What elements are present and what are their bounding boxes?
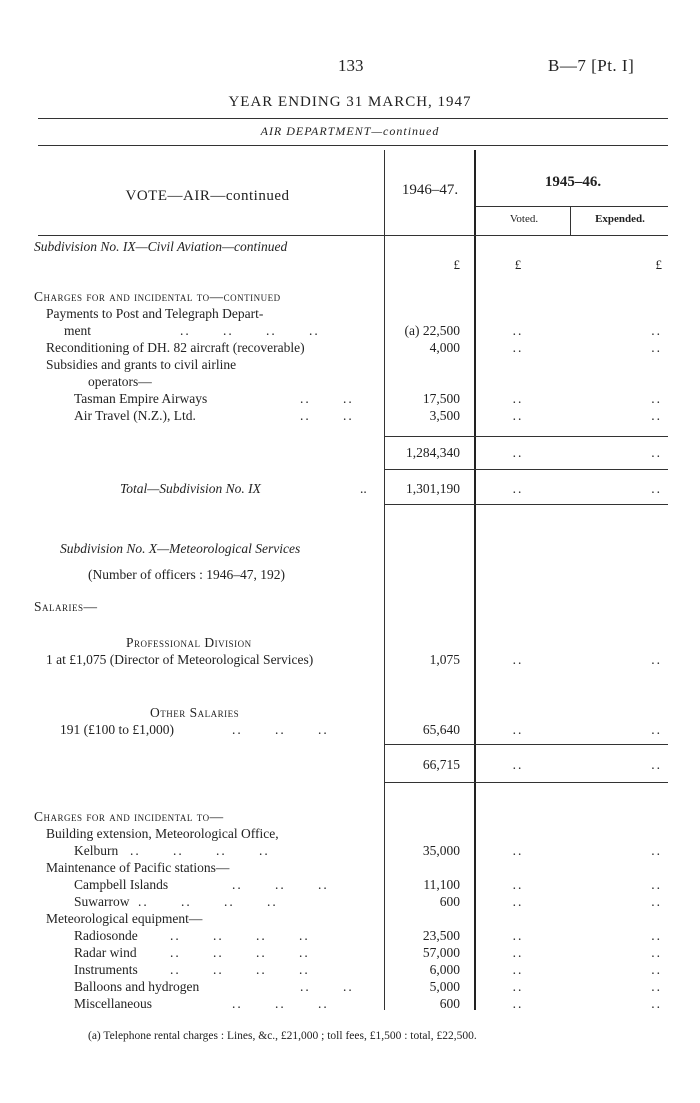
voted-dots: .. bbox=[512, 979, 524, 994]
line-item-label: Maintenance of Pacific stations— bbox=[46, 860, 230, 875]
voted-dots: .. bbox=[512, 894, 524, 909]
leader-dots: .. .. .. bbox=[232, 877, 329, 892]
other-salaries-heading: Other Salaries bbox=[150, 705, 240, 720]
leader-dots: .. .. .. .. bbox=[130, 843, 270, 858]
footnote: (a) Telephone rental charges : Lines, &c., £21,000 ; toll fees, £1,500 : total, £22,500. bbox=[88, 1030, 477, 1042]
total-subdivision-ix-amount: 1,301,190 bbox=[406, 481, 460, 496]
expended-dots: .. bbox=[651, 979, 662, 994]
line-item-label: Tasman Empire Airways bbox=[74, 391, 208, 406]
pound-sign-1946: £ bbox=[453, 257, 460, 272]
column-1945-46: 1945–46. bbox=[544, 174, 602, 190]
voted-dots: .. bbox=[512, 323, 524, 338]
leader-dots: .. .. .. .. bbox=[138, 894, 278, 909]
expended-dots: .. bbox=[651, 843, 662, 858]
expended-dots: .. bbox=[651, 481, 662, 496]
salaries-rule-top bbox=[384, 744, 668, 745]
voted-dots: .. bbox=[512, 877, 524, 892]
total-subdivision-ix-label: Total—Subdivision No. IX bbox=[120, 481, 261, 496]
voted-dots: .. bbox=[512, 843, 524, 858]
line-item-amount: 600 bbox=[439, 894, 460, 909]
subtotal-amount: 1,284,340 bbox=[406, 445, 460, 460]
line-item-amount: 600 bbox=[439, 996, 460, 1011]
expended-dots: .. bbox=[651, 962, 662, 977]
expended-dots: .. bbox=[651, 445, 662, 460]
line-item-amount: 1,075 bbox=[429, 652, 460, 667]
line-item-amount: 4,000 bbox=[429, 340, 460, 355]
expended-dots: .. bbox=[651, 928, 662, 943]
pound-sign-expended: £ bbox=[655, 257, 662, 272]
column-expended: Expended. bbox=[595, 213, 645, 225]
page-number: 133 bbox=[338, 56, 364, 75]
header-rule-top bbox=[38, 118, 668, 119]
professional-division-heading: Professional Division bbox=[126, 635, 252, 650]
line-item-amount: 3,500 bbox=[429, 408, 460, 423]
line-item-label: Building extension, Meteorological Office, bbox=[46, 826, 279, 841]
salaries-rule-bottom bbox=[384, 782, 668, 783]
document-reference: B—7 [Pt. I] bbox=[548, 56, 635, 75]
voted-dots: .. bbox=[512, 928, 524, 943]
expended-dots: .. bbox=[651, 945, 662, 960]
line-item-label: Miscellaneous bbox=[74, 996, 152, 1011]
subdivision-ix-heading: Subdivision No. IX—Civil Aviation—continued bbox=[34, 239, 288, 254]
line-item-amount: 23,500 bbox=[422, 928, 460, 943]
subheader-rule bbox=[476, 206, 668, 207]
total-rule bbox=[384, 504, 668, 505]
line-item-label: Air Travel (N.Z.), Ltd. bbox=[74, 408, 196, 423]
line-item-amount: 11,100 bbox=[423, 877, 460, 892]
expended-dots: .. bbox=[651, 323, 662, 338]
expended-dots: .. bbox=[651, 408, 662, 423]
voted-dots: .. bbox=[512, 340, 524, 355]
expended-dots: .. bbox=[651, 757, 662, 772]
voted-dots: .. bbox=[512, 722, 524, 737]
voted-dots: .. bbox=[512, 652, 524, 667]
subdivision-x-heading: Subdivision No. X—Meteorological Services bbox=[60, 541, 301, 556]
line-item-label: ment bbox=[64, 323, 91, 338]
vote-title: VOTE—AIR—continued bbox=[125, 188, 290, 204]
officers-count: (Number of officers : 1946–47, 192) bbox=[88, 567, 285, 582]
pound-sign-voted: £ bbox=[514, 257, 522, 272]
charges-heading-ix: Charges for and incidental to—continued bbox=[34, 289, 281, 304]
leader-dots: .. .. bbox=[300, 979, 354, 994]
expended-dots: .. bbox=[651, 894, 662, 909]
charges-heading-x: Charges for and incidental to— bbox=[34, 809, 224, 824]
leader-dots: .. .. .. .. bbox=[170, 962, 310, 977]
subtotal-rule-top bbox=[384, 436, 668, 437]
column-divider-2 bbox=[474, 150, 476, 1010]
year-title: YEAR ENDING 31 MARCH, 1947 bbox=[228, 94, 472, 110]
line-item-label: Balloons and hydrogen bbox=[74, 979, 200, 994]
voted-dots: .. bbox=[512, 481, 524, 496]
line-item-label: operators— bbox=[88, 374, 152, 389]
column-1946-47: 1946–47. bbox=[401, 182, 459, 198]
expended-dots: .. bbox=[651, 877, 662, 892]
leader-dots: .. .. bbox=[300, 408, 354, 423]
line-item-label: Suwarrow bbox=[74, 894, 130, 909]
column-divider-3 bbox=[570, 207, 571, 235]
salaries-heading: Salaries— bbox=[34, 599, 98, 614]
voted-dots: .. bbox=[512, 996, 524, 1011]
line-item-amount: 5,000 bbox=[429, 979, 460, 994]
expended-dots: .. bbox=[651, 391, 662, 406]
line-item-label: Subsidies and grants to civil airline bbox=[46, 357, 237, 372]
line-item-label: Radar wind bbox=[74, 945, 137, 960]
line-item-label: 191 (£100 to £1,000) bbox=[60, 722, 174, 737]
line-item-label: Reconditioning of DH. 82 aircraft (recoverable) bbox=[46, 340, 305, 355]
line-item-amount: 17,500 bbox=[422, 391, 460, 406]
department-title: AIR DEPARTMENT—continued bbox=[260, 124, 440, 138]
line-item-label: Kelburn bbox=[74, 843, 119, 858]
line-item-label: Instruments bbox=[74, 962, 138, 977]
leader-dots: .. .. .. .. bbox=[170, 945, 310, 960]
leader-dots: .. .. .. bbox=[232, 722, 329, 737]
column-header-rule bbox=[38, 235, 668, 236]
line-item-amount: 65,640 bbox=[422, 722, 460, 737]
voted-dots: .. bbox=[512, 445, 524, 460]
voted-dots: .. bbox=[512, 962, 524, 977]
line-item-label: 1 at £1,075 (Director of Meteorological Services) bbox=[46, 652, 314, 667]
header-rule-bottom bbox=[38, 145, 668, 146]
leader-dots: .. .. .. .. bbox=[180, 323, 320, 338]
expended-dots: .. bbox=[651, 722, 662, 737]
line-item-amount: 35,000 bbox=[422, 843, 460, 858]
leader-dots: .. .. bbox=[300, 391, 354, 406]
subtotal-rule-bottom bbox=[384, 469, 668, 470]
expended-dots: .. bbox=[651, 652, 662, 667]
voted-dots: .. bbox=[512, 757, 524, 772]
line-item-amount: (a) 22,500 bbox=[404, 323, 460, 338]
leader-dots: .. .. .. bbox=[232, 996, 329, 1011]
voted-dots: .. bbox=[512, 945, 524, 960]
voted-dots: .. bbox=[512, 408, 524, 423]
line-item-amount: 57,000 bbox=[422, 945, 460, 960]
expended-dots: .. bbox=[651, 340, 662, 355]
line-item-label: Payments to Post and Telegraph Depart- bbox=[46, 306, 264, 321]
salaries-total-amount: 66,715 bbox=[422, 757, 460, 772]
leader-dots: .. .. .. .. bbox=[170, 928, 310, 943]
line-item-label: Radiosonde bbox=[74, 928, 138, 943]
line-item-label: Campbell Islands bbox=[74, 877, 169, 892]
leader-dots: .. bbox=[360, 481, 367, 496]
voted-dots: .. bbox=[512, 391, 524, 406]
line-item-amount: 6,000 bbox=[429, 962, 460, 977]
line-item-label: Meteorological equipment— bbox=[46, 911, 203, 926]
expended-dots: .. bbox=[651, 996, 662, 1011]
column-voted: Voted. bbox=[509, 213, 539, 225]
